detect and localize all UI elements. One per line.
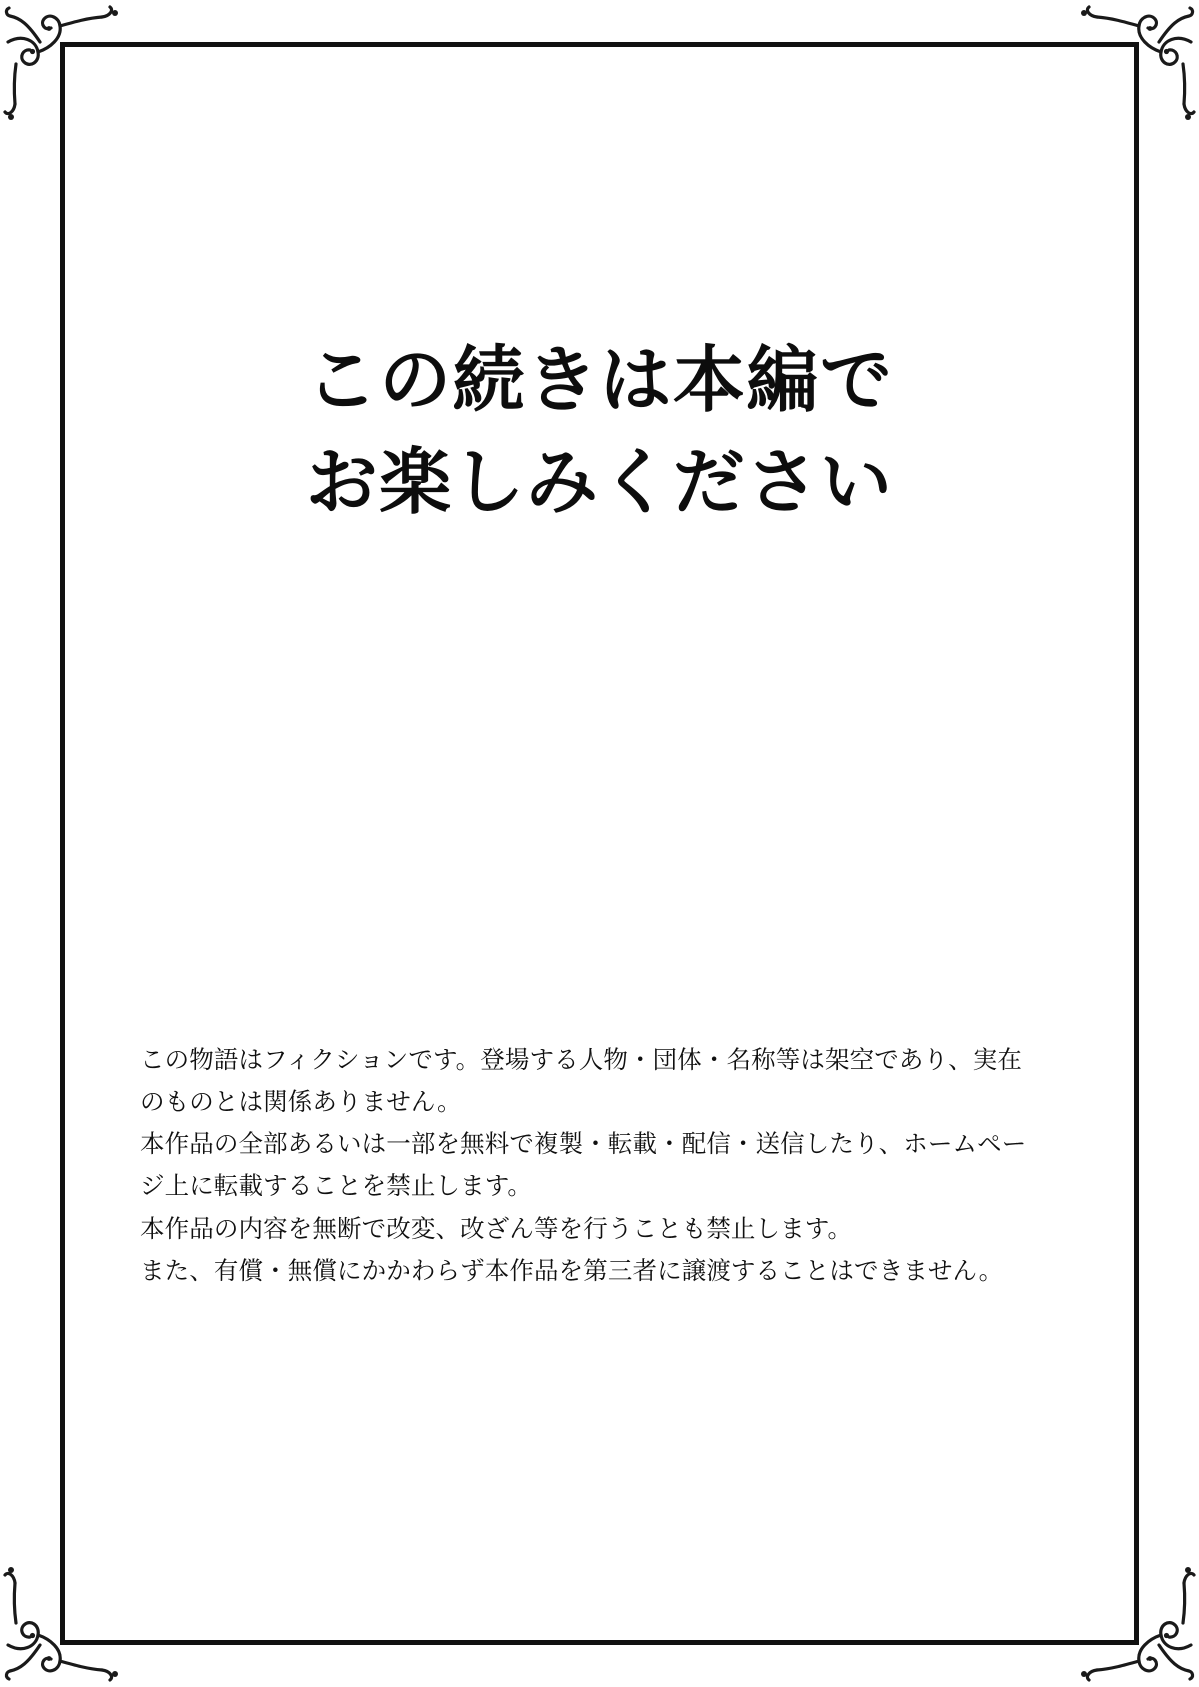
notice-paragraph-transfer: また、有償・無償にかかわらず本作品を第三者に譲渡することはできません。	[140, 1257, 1004, 1285]
page-border-frame	[60, 42, 1139, 1645]
notice-paragraph-alteration: 本作品の内容を無断で改変、改ざん等を行うことも禁止します。	[140, 1215, 853, 1243]
legal-notice-block	[140, 1040, 1040, 1293]
headline-line-1: この続きは本編で	[305, 341, 894, 421]
notice-paragraph-reproduction: 本作品の全部あるいは一部を無料で複製・転載・配信・送信したり、ホームページ上に転載することを禁止します。	[140, 1131, 1027, 1201]
page-headline	[0, 330, 1199, 534]
notice-paragraph-fiction: この物語はフィクションです。登場する人物・団体・名称等は架空であり、実在のものとは関係ありません。	[140, 1047, 1022, 1117]
headline-line-2: お楽しみください	[305, 443, 894, 524]
